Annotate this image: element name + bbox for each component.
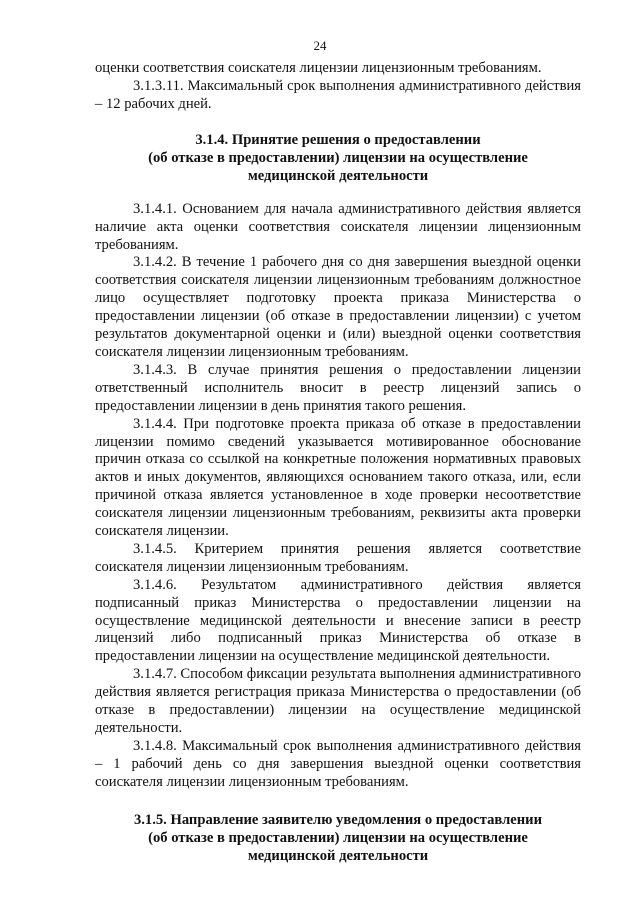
- heading-line: (об отказе в предоставлении) лицензии на осуществление: [148, 829, 528, 846]
- heading-line: (об отказе в предоставлении) лицензии на осуществление: [148, 149, 528, 166]
- heading-line: медицинской деятельности: [247, 167, 429, 184]
- heading-line: 3.1.5. Направление заявителю уведомления о предоставлении: [133, 811, 542, 828]
- continuation-paragraph: оценки соответствия соискателя лицензии лицензионным требованиям.: [95, 60, 542, 76]
- paragraph-3-1-4-1: 3.1.4.1. Основанием для начала административного действия является наличие акта оценки соответствия соискателя лицензии лицензионным требованиям.: [95, 200, 581, 253]
- heading-line: медицинской деятельности: [247, 847, 429, 864]
- paragraph-3-1-4-3: 3.1.4.3. В случае принятия решения о предоставлении лицензии ответственный исполнитель вносит в реестр лицензий запись о предоставлении лицензии в день принятия такого решения.: [95, 361, 581, 414]
- paragraph-3-1-3-11: 3.1.3.11. Максимальный срок выполнения административного действия – 12 рабочих дней.: [95, 77, 581, 112]
- section-heading-3-1-4: [95, 131, 581, 185]
- paragraph-3-1-4-5: 3.1.4.5. Критерием принятия решения является соответствие соискателя лицензии лицензионным требованиям.: [95, 540, 581, 575]
- paragraph-3-1-4-8: 3.1.4.8. Максимальный срок выполнения административного действия – 1 рабочий день со дня завершения выездной оценки соответствия соискателя лицензии лицензионным требованиям.: [95, 737, 581, 790]
- page-content: [95, 60, 581, 865]
- section-heading-3-1-5: [95, 811, 581, 865]
- paragraph-3-1-4-4: 3.1.4.4. При подготовке проекта приказа об отказе в предоставлении лицензии помимо сведений указывается мотивированное обоснование причин отказа со ссылкой на конкретные положения нормативных правовых актов и иных документов, являющихся основанием такого отказа, или, если причиной отказа является установленное в ходе проверки несоответствие соискателя лицензии лицензионным требованиям, реквизиты акта проверки соискателя лицензии.: [95, 415, 581, 540]
- heading-line: 3.1.4. Принятие решения о предоставлении: [195, 131, 481, 148]
- paragraph-3-1-4-6: 3.1.4.6. Результатом административного действия является подписанный приказ Министерства о предоставлении лицензии на осуществление медицинской деятельности и внесение записи в реестр лицензий либо подписанный приказ Министерства об отказе в предоставлении лицензии на осуществление медицинской деятельности.: [95, 576, 581, 665]
- paragraph-3-1-4-7: 3.1.4.7. Способом фиксации результата выполнения административного действия является регистрация приказа Министерства о предоставлении (об отказе в предоставлении) лицензии на осуществление медицинской деятельности.: [95, 666, 581, 736]
- page-number: 24: [313, 38, 327, 53]
- paragraph-3-1-4-2: 3.1.4.2. В течение 1 рабочего дня со дня завершения выездной оценки соответствия соискателя лицензии лицензионным требованиям должностное лицо осуществляет подготовку проекта приказа Министерства о предоставлении лицензии (об отказе в предоставлении лицензии) с учетом результатов документарной оценки и (или) выездной оценки соответствия соискателя лицензии лицензионным требованиям.: [95, 254, 581, 360]
